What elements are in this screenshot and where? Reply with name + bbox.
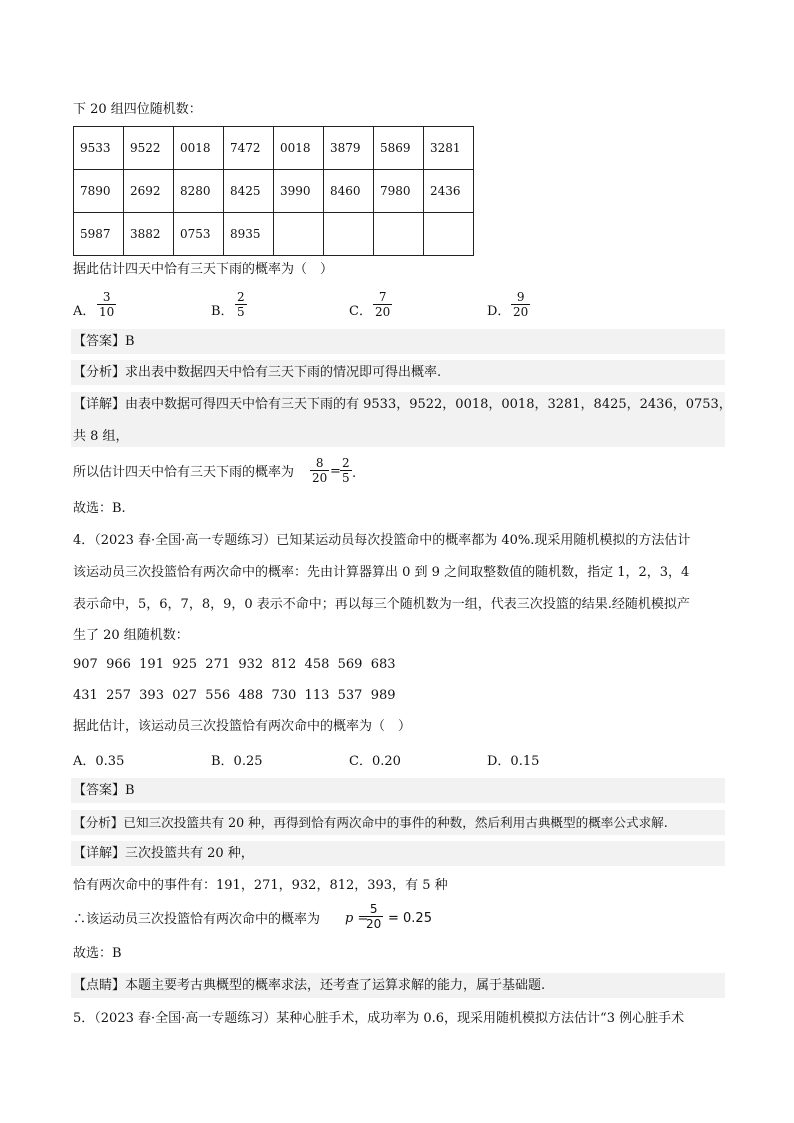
table-cell xyxy=(274,213,324,256)
q5-line-1: 5．（2023 春·全国·高一专题练习）某种心脏手术，成功率为 0.6，现采用随机模拟方法估计“3 例心脏手术 xyxy=(73,1011,685,1026)
table-cell: 8280 xyxy=(174,170,224,213)
q4-random-numbers-1: 907 966 191 925 271 932 812 458 569 683 xyxy=(73,657,396,672)
table-cell: 3879 xyxy=(324,127,374,170)
fraction-denominator: 20 xyxy=(513,305,529,319)
table-cell: 0018 xyxy=(174,127,224,170)
table-cell xyxy=(374,213,424,256)
fraction-numerator: 3 xyxy=(102,290,111,304)
q4-line-2: 该运动员三次投篮恰有两次命中的概率：先由计算器算出 0 到 9 之间取整数值的随机数，指定 1，2，3，4 xyxy=(73,565,690,580)
table-cell: 8460 xyxy=(324,170,374,213)
fraction-numerator: 2 xyxy=(237,290,245,304)
table-cell: 3882 xyxy=(124,213,174,256)
random-number-table xyxy=(73,126,474,256)
table-cell: 5869 xyxy=(374,127,424,170)
table-cell: 2436 xyxy=(424,170,474,213)
q3-detail-line-3: 所以估计四天中恰有三天下雨的概率为 xyxy=(73,465,295,480)
q4-comment: 【点睛】本题主要考古典概型的概率求法，还考查了运算求解的能力，属于基础题. xyxy=(73,978,546,993)
q3-option-fraction xyxy=(97,290,116,319)
q4-answer: 【答案】B xyxy=(73,783,135,798)
q4-option-c: C．0.20 xyxy=(349,754,401,769)
table-row xyxy=(74,213,474,256)
fraction-denominator: 5 xyxy=(237,305,245,319)
table-cell: 5987 xyxy=(74,213,124,256)
table-cell: 7890 xyxy=(74,170,124,213)
q3-option-fraction xyxy=(373,290,392,319)
q3-fraction-1 xyxy=(310,456,329,485)
q3-option-letter: A． xyxy=(73,304,96,319)
q3-detail-line-1: 【详解】由表中数据可得四天中恰有三天下雨的有 9533，9522，0018，0018，3281，8425，2436，0753， xyxy=(73,397,732,412)
table-cell: 3281 xyxy=(424,127,474,170)
q3-question: 据此估计四天中恰有三天下雨的概率为（ ） xyxy=(73,262,334,277)
q4-line-4: 生了 20 组随机数： xyxy=(73,628,189,643)
table-cell xyxy=(324,213,374,256)
q4-result: = 0.25 xyxy=(388,911,432,926)
table-row xyxy=(74,170,474,213)
q4-fraction xyxy=(364,902,383,931)
fraction-numerator: 7 xyxy=(378,290,387,304)
q4-answer-bg xyxy=(71,778,725,803)
q3-option-fraction xyxy=(235,290,247,319)
q4-fraction-den: 20 xyxy=(366,917,382,931)
fraction-denominator: 20 xyxy=(375,305,391,319)
q4-option-a: A．0.35 xyxy=(73,754,125,769)
q3-fraction-1-num: 8 xyxy=(315,456,324,470)
q3-fraction-2-den: 5 xyxy=(342,471,350,485)
q4-choose: 故选：B xyxy=(73,946,122,961)
q3-analysis: 【分析】求出表中数据四天中恰有三天下雨的情况即可得出概率. xyxy=(73,365,442,380)
q3-fraction-2 xyxy=(340,456,352,485)
table-cell: 8425 xyxy=(224,170,274,213)
q4-question: 据此估计，该运动员三次投篮恰有两次命中的概率为（ ） xyxy=(73,719,412,734)
q3-fraction-2-num: 2 xyxy=(342,456,350,470)
q3-answer-bg xyxy=(71,329,725,354)
table-cell: 8935 xyxy=(224,213,274,256)
q3-option-fraction xyxy=(511,290,530,319)
q4-random-numbers-2: 431 257 393 027 556 488 730 113 537 989 xyxy=(73,688,396,703)
table-cell: 7472 xyxy=(224,127,274,170)
q4-p-symbol: p = xyxy=(345,911,369,926)
q3-choose: 故选：B. xyxy=(73,501,126,516)
table-cell: 7980 xyxy=(374,170,424,213)
q4-fraction-num: 5 xyxy=(369,902,378,916)
q4-line-3: 表示命中，5，6，7，8，9，0 表示不命中；再以每三个随机数为一组，代表三次投篮的结果.经随机模拟产 xyxy=(73,597,690,612)
q4-detail-line-3: ∴该运动员三次投篮恰有两次命中的概率为 xyxy=(73,912,321,927)
table-row xyxy=(74,127,474,170)
q4-analysis: 【分析】已知三次投篮共有 20 种，再得到恰有两次命中的事件的种数，然后利用古典概型的概率公式求解. xyxy=(73,815,668,830)
q3-equals: = xyxy=(330,464,341,479)
q3-intro: 下 20 组四位随机数： xyxy=(73,102,202,117)
q4-detail-line-1: 【详解】三次投篮共有 20 种， xyxy=(73,846,254,861)
fraction-denominator: 10 xyxy=(99,305,115,319)
table-cell: 9533 xyxy=(74,127,124,170)
table-cell: 0018 xyxy=(274,127,324,170)
q3-option-letter: C． xyxy=(349,304,372,319)
q3-fraction-1-den: 20 xyxy=(312,471,328,485)
q4-line-1: 4．（2023 春·全国·高一专题练习）已知某运动员每次投篮命中的概率都为 40%.现采用随机模拟的方法估计 xyxy=(73,533,691,548)
q4-option-b: B．0.25 xyxy=(211,754,263,769)
q3-detail-line-2: 共 8 组， xyxy=(73,429,129,444)
q3-period: . xyxy=(352,466,357,481)
table-cell: 0753 xyxy=(174,213,224,256)
q4-option-d: D．0.15 xyxy=(487,754,540,769)
fraction-numerator: 9 xyxy=(516,290,525,304)
q3-option-letter: B． xyxy=(211,304,234,319)
table-cell: 2692 xyxy=(124,170,174,213)
q4-detail-line-2: 恰有两次命中的事件有：191，271，932，812，393，有 5 种 xyxy=(73,878,448,893)
table-cell: 9522 xyxy=(124,127,174,170)
table-cell xyxy=(424,213,474,256)
table-cell: 3990 xyxy=(274,170,324,213)
q3-option-letter: D． xyxy=(487,304,511,319)
q3-answer: 【答案】B xyxy=(73,334,135,349)
